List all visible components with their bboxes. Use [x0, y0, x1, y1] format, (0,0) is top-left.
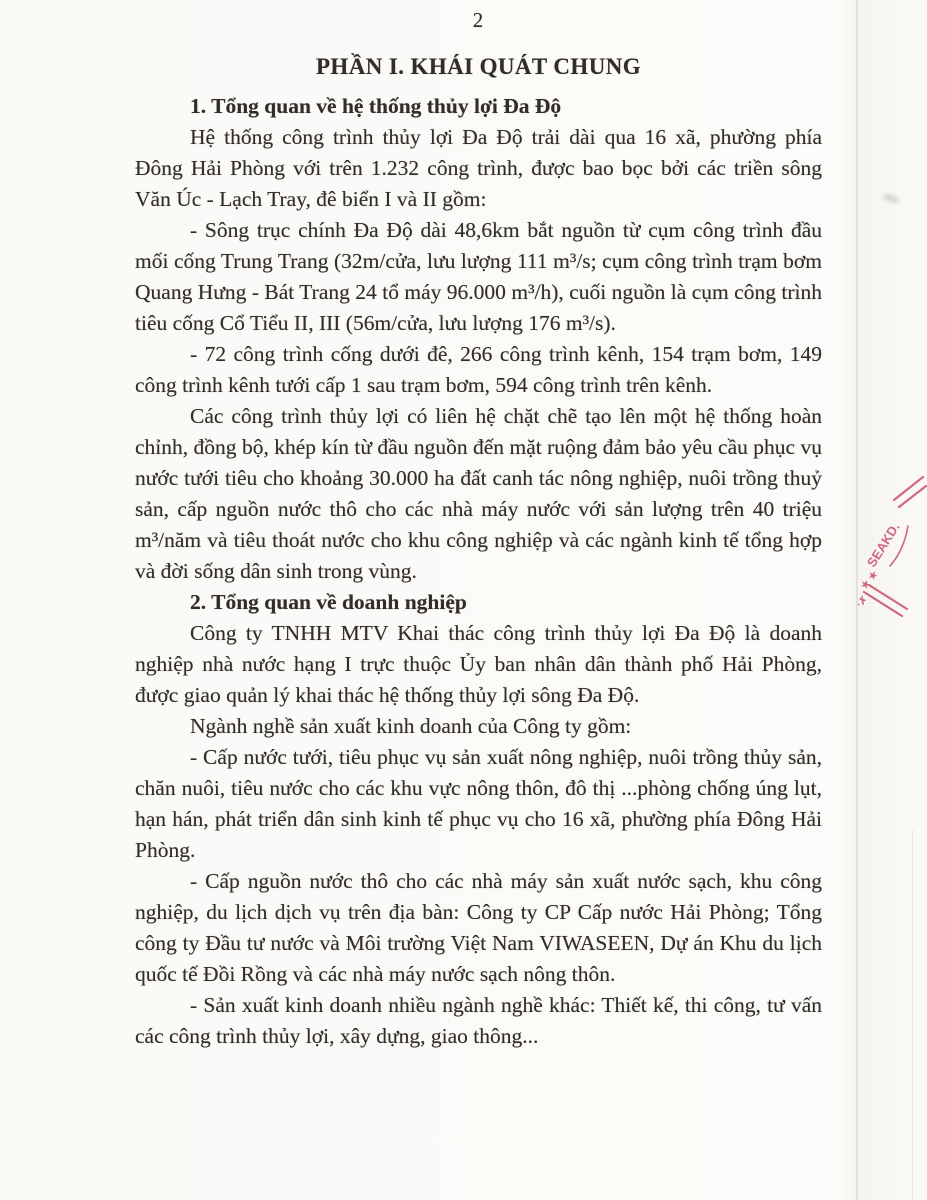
section-overview-system — [135, 91, 822, 587]
section-overview-company — [135, 587, 822, 1052]
document-body — [135, 91, 822, 1052]
stamp-cross-mark: ·✗ — [854, 594, 871, 611]
stamp-star-marks: ★ ★ — [858, 568, 881, 592]
paragraph: - Sản xuất kinh doanh nhiều ngành nghề khác: Thiết kế, thi công, tư vấn các công trình thủy lợi, xây dựng, giao thông... — [135, 993, 822, 1048]
stamp-rim-arc — [869, 585, 907, 609]
paragraph: - Cấp nước tưới, tiêu phục vụ sản xuất nông nghiệp, nuôi trồng thủy sản, chăn nuôi, tiêu nước cho các khu vực nông thôn, đô thị ...phòng chống úng lụt, hạn hán, phát triển dân sinh kinh tế phục vụ cho 16 xã, phường phía Đông Hải Phòng. — [135, 745, 822, 862]
document-title: PHẦN I. KHÁI QUÁT CHUNG — [315, 54, 642, 79]
paragraph: - Sông trục chính Đa Độ dài 48,6km bắt nguồn từ cụm công trình đầu mối cống Trung Trang (32m/cửa, lưu lượng 111 m³/s; cụm công trình trạm bơm Quang Hưng - Bát Trang 24 tổ máy 96.000 m³/h), cuối nguồn là cụm công trình tiêu cống Cổ Tiểu II, III (56m/cửa, lưu lượng 176 m³/s). — [135, 218, 822, 335]
section-1-heading: 1. Tổng quan về hệ thống thủy lợi Đa Độ — [190, 94, 562, 118]
paragraph: Ngành nghề sản xuất kinh doanh của Công ty gồm: — [190, 714, 632, 738]
paragraph: Hệ thống công trình thủy lợi Đa Độ trải dài qua 16 xã, phường phía Đông Hải Phòng với trên 1.232 công trình, được bao bọc bởi các triền sông Văn Úc - Lạch Tray, đê biển I và II gồm: — [135, 125, 822, 211]
red-stamp-fragment-icon — [852, 468, 927, 638]
paragraph: - Cấp nguồn nước thô cho các nhà máy sản xuất nước sạch, khu công nghiệp, du lịch dịch vụ trên địa bàn: Công ty CP Cấp nước Hải Phòng; Tổng công ty Đầu tư nước và Môi trường Việt Nam VIWASEEN, Dự án Khu du lịch quốc tế Đồi Rồng và các nhà máy nước sạch nông thôn. — [135, 869, 822, 986]
page-number: 2 — [472, 8, 485, 32]
paragraph: Công ty TNHH MTV Khai thác công trình thủy lợi Đa Độ là doanh nghiệp nhà nước hạng I trực thuộc Ủy ban nhân dân thành phố Hải Phòng, được giao quản lý khai thác hệ thống thủy lợi sông Đa Độ. — [135, 621, 822, 707]
stamp-rim-arc — [899, 486, 926, 507]
scan-fold-line-2 — [912, 830, 913, 1200]
stamp-rim-arc — [864, 592, 902, 616]
scan-smudge — [881, 192, 900, 204]
paragraph: - 72 công trình cống dưới đê, 266 công trình kênh, 154 trạm bơm, 149 công trình kênh tưới cấp 1 sau trạm bơm, 594 công trình trên kênh. — [135, 342, 822, 397]
stamp-arc-text: SEAKD. — [863, 519, 903, 570]
paragraph: Các công trình thủy lợi có liên hệ chặt chẽ tạo lên một hệ thống hoàn chỉnh, đồng bộ, khép kín từ đầu nguồn đến mặt ruộng đảm bảo yêu cầu phục vụ nước tưới tiêu cho khoảng 30.000 ha đất canh tác nông nghiệp, nuôi trồng thuỷ sản, cấp nguồn nước thô cho các nhà máy nước với sản lượng trên 40 triệu m³/năm và tiêu thoát nước cho khu công nghiệp và các ngành kinh tế tổng hợp và đời sống dân sinh trong vùng. — [135, 404, 822, 583]
stamp-rim-arc — [894, 477, 923, 500]
section-2-heading: 2. Tổng quan về doanh nghiệp — [190, 590, 467, 614]
